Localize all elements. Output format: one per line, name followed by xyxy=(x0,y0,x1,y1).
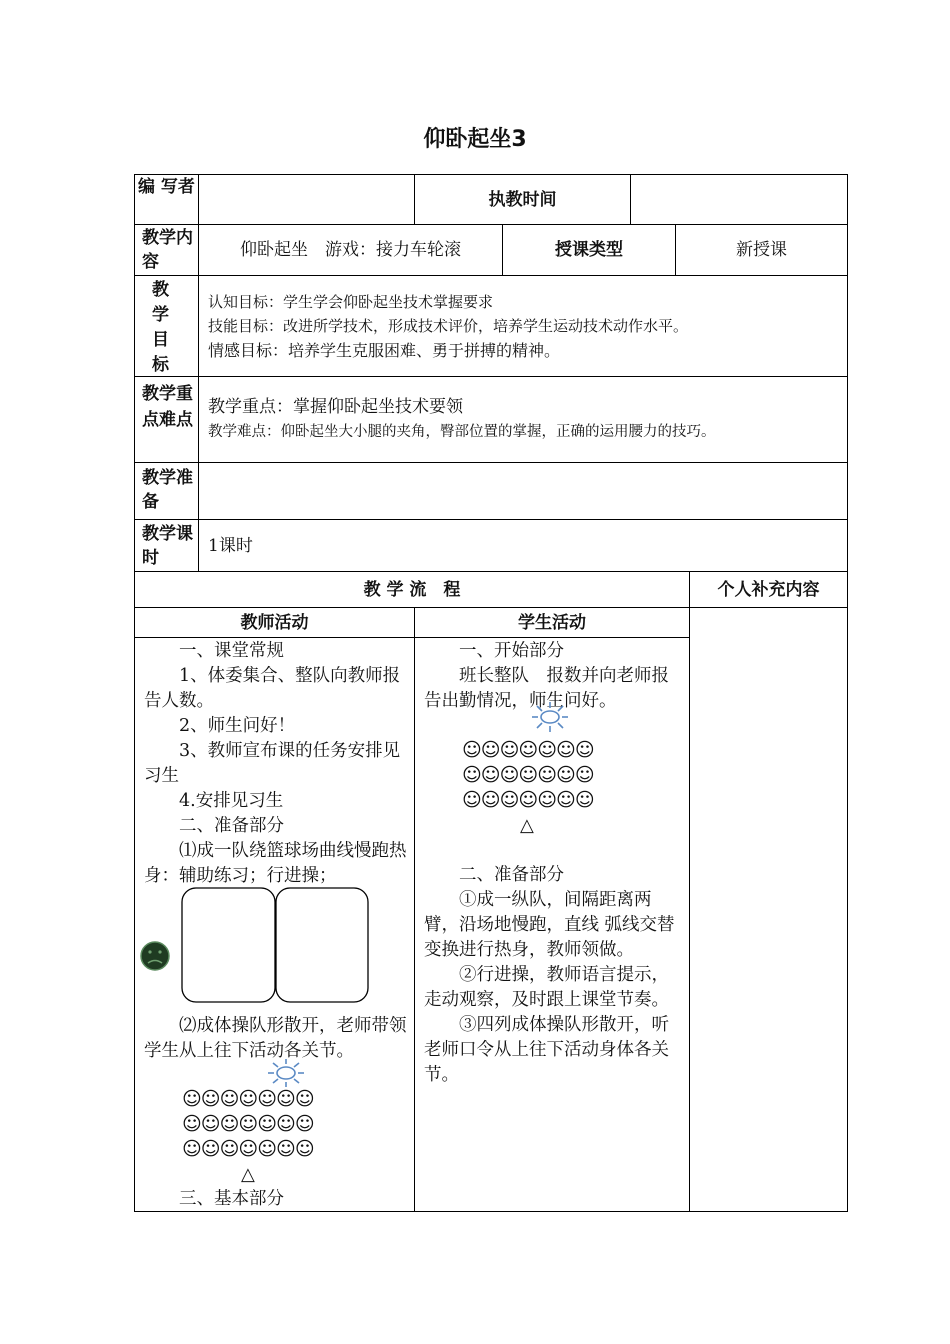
student-line-2: 班长整队 报数并向老师报告出勤情况，师生问好。 xyxy=(424,666,669,711)
author-value[interactable] xyxy=(200,176,412,223)
key-difficulty: 教学难点：仰卧起坐大小腿的夹角，臀部位置的掌握，正确的运用腰力的技巧。 xyxy=(208,424,716,440)
student-activity-label: 学生活动 xyxy=(518,612,586,633)
teacher-activity-mid xyxy=(144,1014,410,1064)
hours-label: 教学课时 xyxy=(142,524,193,568)
teacher-line-6: 二、准备部分 xyxy=(179,816,284,836)
formation-row: ☺☺☺☺☺☺☺ xyxy=(182,1088,314,1110)
formation-row: ☺☺☺☺☺☺☺ xyxy=(462,789,594,811)
sun-icon xyxy=(264,1058,308,1088)
student-activity-bottom xyxy=(424,863,684,1088)
author-label: 编 写者 xyxy=(138,177,195,197)
teacher-line-3: 2、师生问好！ xyxy=(179,716,296,736)
objectives-label: 教学目标 xyxy=(152,280,169,375)
prep-label: 教学准备 xyxy=(142,468,193,512)
lesson-type-label: 授课类型 xyxy=(555,240,623,260)
formation-row: ☺☺☺☺☺☺☺ xyxy=(462,764,594,786)
student-line-6: ③四列成体操队形散开，听老师口令从上往下活动身体各关节。 xyxy=(424,1015,669,1085)
student-line-1: 一、开始部分 xyxy=(459,641,564,661)
teacher-line-1: 一、课堂常规 xyxy=(179,641,284,661)
supplement-label: 个人补充内容 xyxy=(717,579,820,600)
formation-row: ☺☺☺☺☺☺☺ xyxy=(462,739,594,761)
teacher-line-9: 三、基本部分 xyxy=(179,1189,284,1209)
teacher-triangle: △ xyxy=(241,1164,255,1185)
keypoints-label: 教学重点难点 xyxy=(142,384,193,430)
content-value: 仰卧起坐 游戏：接力车轮滚 xyxy=(240,240,461,260)
hours-value: 1课时 xyxy=(208,536,253,556)
student-triangle: △ xyxy=(520,815,534,836)
teacher-activity-bottom xyxy=(144,1187,410,1211)
time-value[interactable] xyxy=(632,176,846,223)
objective-cognitive: 认知目标：学生学会仰卧起坐技术掌握要求 xyxy=(208,293,494,311)
time-label: 执教时间 xyxy=(488,189,557,210)
key-focus: 教学重点：掌握仰卧起坐技术要领 xyxy=(208,397,463,417)
teacher-line-2: 1、体委集合、整队向教师报告人数。 xyxy=(144,666,401,711)
teacher-activity-top xyxy=(144,639,410,889)
teacher-line-8: ⑵成体操队形散开，老师带领学生从上往下活动各关节。 xyxy=(144,1016,407,1061)
flow-label: 教 学 流 程 xyxy=(363,579,461,600)
objective-skill: 技能目标：改进所学技术，形成技术评价，培养学生运动技术动作水平。 xyxy=(208,317,689,335)
teacher-activity-label: 教师活动 xyxy=(240,612,309,633)
student-line-5: ②行进操，教师语言提示，走动观察，及时跟上课堂节奏。 xyxy=(424,965,669,1010)
content-label: 教学内容 xyxy=(142,228,193,272)
sun-icon xyxy=(528,701,572,733)
sad-face-icon xyxy=(141,942,169,970)
track-diagram xyxy=(138,886,374,1006)
formation-row: ☺☺☺☺☺☺☺ xyxy=(182,1113,314,1135)
teacher-line-4: 3、教师宣布课的任务安排见习生 xyxy=(144,741,401,786)
student-line-4: ①成一纵队，间隔距离两臂，沿场地慢跑，直线 弧线交替变换进行热身，教师领做。 xyxy=(424,890,675,960)
teacher-line-7: ⑴成一队绕篮球场曲线慢跑热身：辅助练习；行进操； xyxy=(144,841,407,886)
student-line-3: 二、准备部分 xyxy=(459,865,564,885)
lesson-type-value: 新授课 xyxy=(736,240,787,260)
teacher-line-5: 4.安排见习生 xyxy=(179,791,284,811)
objective-emotion: 情感目标：培养学生克服困难、勇于拼搏的精神。 xyxy=(208,341,561,360)
formation-row: ☺☺☺☺☺☺☺ xyxy=(182,1138,314,1160)
page-title: 仰卧起坐3 xyxy=(423,127,527,152)
